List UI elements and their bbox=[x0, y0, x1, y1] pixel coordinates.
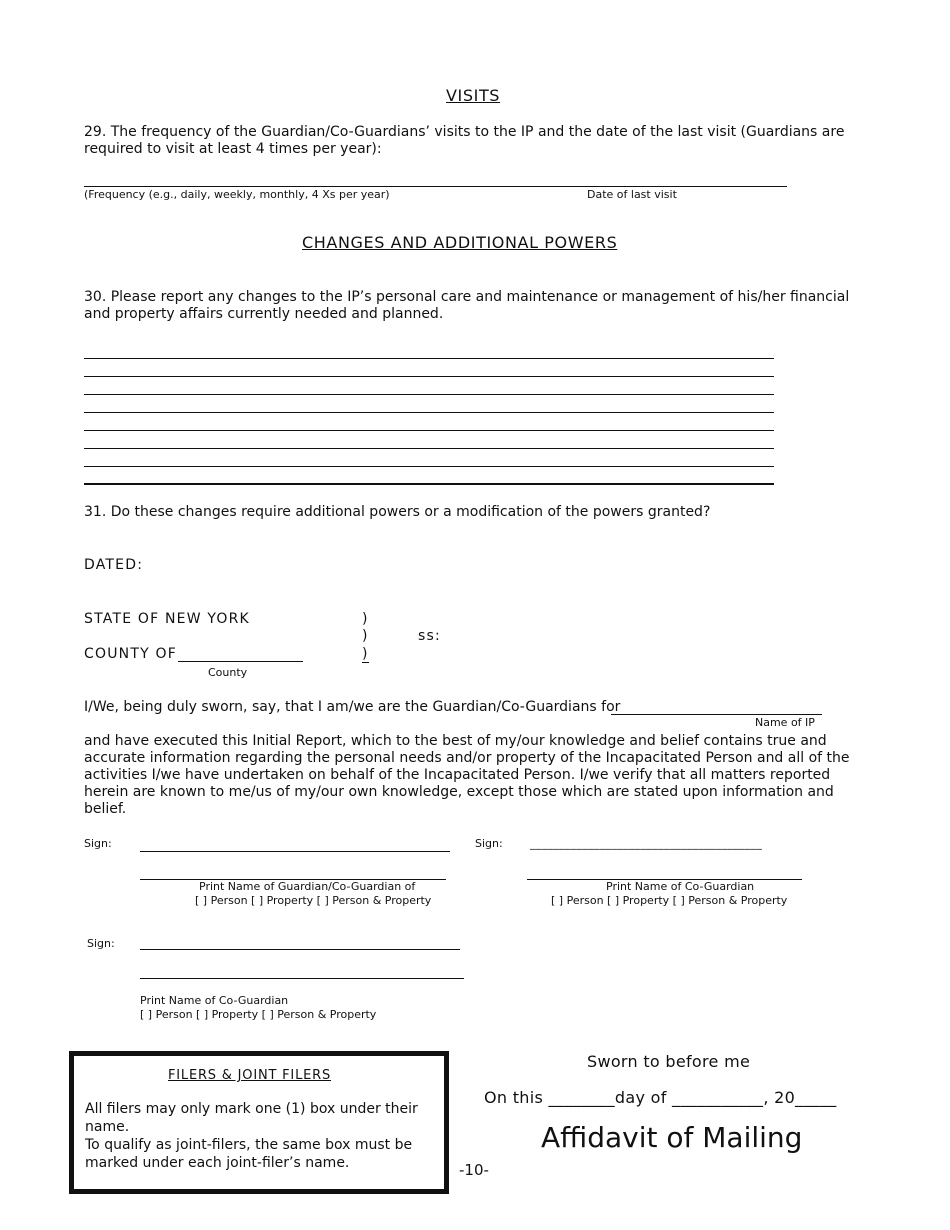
name-of-ip-caption: Name of IP bbox=[755, 716, 815, 729]
answer-line[interactable] bbox=[84, 412, 774, 413]
coguardian-checkboxes-2[interactable]: [ ] Person [ ] Property [ ] Person & Property bbox=[140, 1008, 377, 1021]
venue-paren: ) bbox=[362, 628, 369, 644]
coguardian-checkboxes[interactable]: [ ] Person [ ] Property [ ] Person & Property bbox=[551, 894, 788, 907]
answer-line[interactable] bbox=[84, 483, 774, 485]
county-caption: County bbox=[208, 666, 248, 679]
county-line[interactable] bbox=[178, 661, 303, 662]
question-29: 29. The frequency of the Guardian/Co-Guardians’ visits to the IP and the date of the last visit (Guardians are required to visit at least 4 times per year): bbox=[84, 124, 845, 157]
guardian-checkboxes[interactable]: [ ] Person [ ] Property [ ] Person & Property bbox=[195, 894, 432, 907]
sworn-text: Sworn to before me bbox=[587, 1052, 751, 1071]
answer-line[interactable] bbox=[84, 430, 774, 431]
answer-line[interactable] bbox=[84, 376, 774, 377]
question-30: 30. Please report any changes to the IP’s personal care and maintenance or management of his/her financial and property affairs currently needed and planned. bbox=[84, 289, 850, 322]
page-number: -10- bbox=[459, 1161, 489, 1179]
answer-line[interactable] bbox=[84, 358, 774, 359]
visits-heading: VISITS bbox=[446, 86, 501, 105]
name-of-ip-line[interactable] bbox=[611, 714, 822, 715]
sign-label: Sign: bbox=[84, 837, 112, 850]
print-name-line[interactable] bbox=[140, 978, 464, 979]
on-this-line[interactable]: On this ________day of ___________, 20_____ bbox=[484, 1088, 837, 1107]
answer-line[interactable] bbox=[84, 466, 774, 467]
signature-line[interactable] bbox=[140, 851, 450, 852]
guardian-print-caption: Print Name of Guardian/Co-Guardian of bbox=[199, 880, 416, 893]
frequency-label: (Frequency (e.g., daily, weekly, monthly, 4 Xs per year) bbox=[84, 188, 390, 201]
question-31: 31. Do these changes require additional powers or a modification of the powers granted? bbox=[84, 504, 711, 520]
coguardian-print-caption-2: Print Name of Co-Guardian bbox=[140, 994, 289, 1007]
state-label: STATE OF NEW YORK bbox=[84, 611, 250, 627]
dated-label: DATED: bbox=[84, 557, 144, 573]
coguardian-print-caption: Print Name of Co-Guardian bbox=[606, 880, 755, 893]
answer-line[interactable] bbox=[84, 448, 774, 449]
oath-intro: I/We, being duly sworn, say, that I am/we are the Guardian/Co-Guardians for bbox=[84, 699, 621, 715]
affidavit-title: Affidavit of Mailing bbox=[541, 1121, 803, 1154]
oath-body: and have executed this Initial Report, which to the best of my/our knowledge and belief contains true and accurate information regarding the personal needs and/or property of the Incapacitated Person and all of the activities I/we have undertaken on behalf of the Incapacitated Person. I/we verify that all matters reported herein are known to me/us of my/our own knowledge, except those which are stated upon information and belief. bbox=[84, 733, 850, 817]
ss-label: ss: bbox=[418, 628, 441, 644]
filers-notice-box bbox=[69, 1051, 449, 1194]
sign-label: Sign: bbox=[87, 937, 115, 950]
filers-box-text-2: To qualify as joint-filers, the same box must be marked under each joint-filer’s name. bbox=[85, 1137, 413, 1171]
venue-paren: ) bbox=[362, 611, 369, 627]
filers-box-text-1: All filers may only mark one (1) box under their name. bbox=[85, 1101, 418, 1135]
sign-label: Sign: bbox=[475, 837, 503, 850]
changes-heading: CHANGES AND ADDITIONAL POWERS bbox=[302, 233, 618, 252]
venue-paren: ) bbox=[362, 646, 369, 662]
signature-line[interactable] bbox=[140, 949, 460, 950]
date-of-last-visit-label: Date of last visit bbox=[587, 188, 677, 201]
answer-line[interactable] bbox=[84, 394, 774, 395]
frequency-date-line[interactable] bbox=[84, 186, 787, 187]
signature-dash-line[interactable]: ________________________________________ bbox=[530, 837, 762, 850]
county-label: COUNTY OF bbox=[84, 646, 177, 662]
filers-box-title: FILERS & JOINT FILERS bbox=[168, 1068, 332, 1083]
